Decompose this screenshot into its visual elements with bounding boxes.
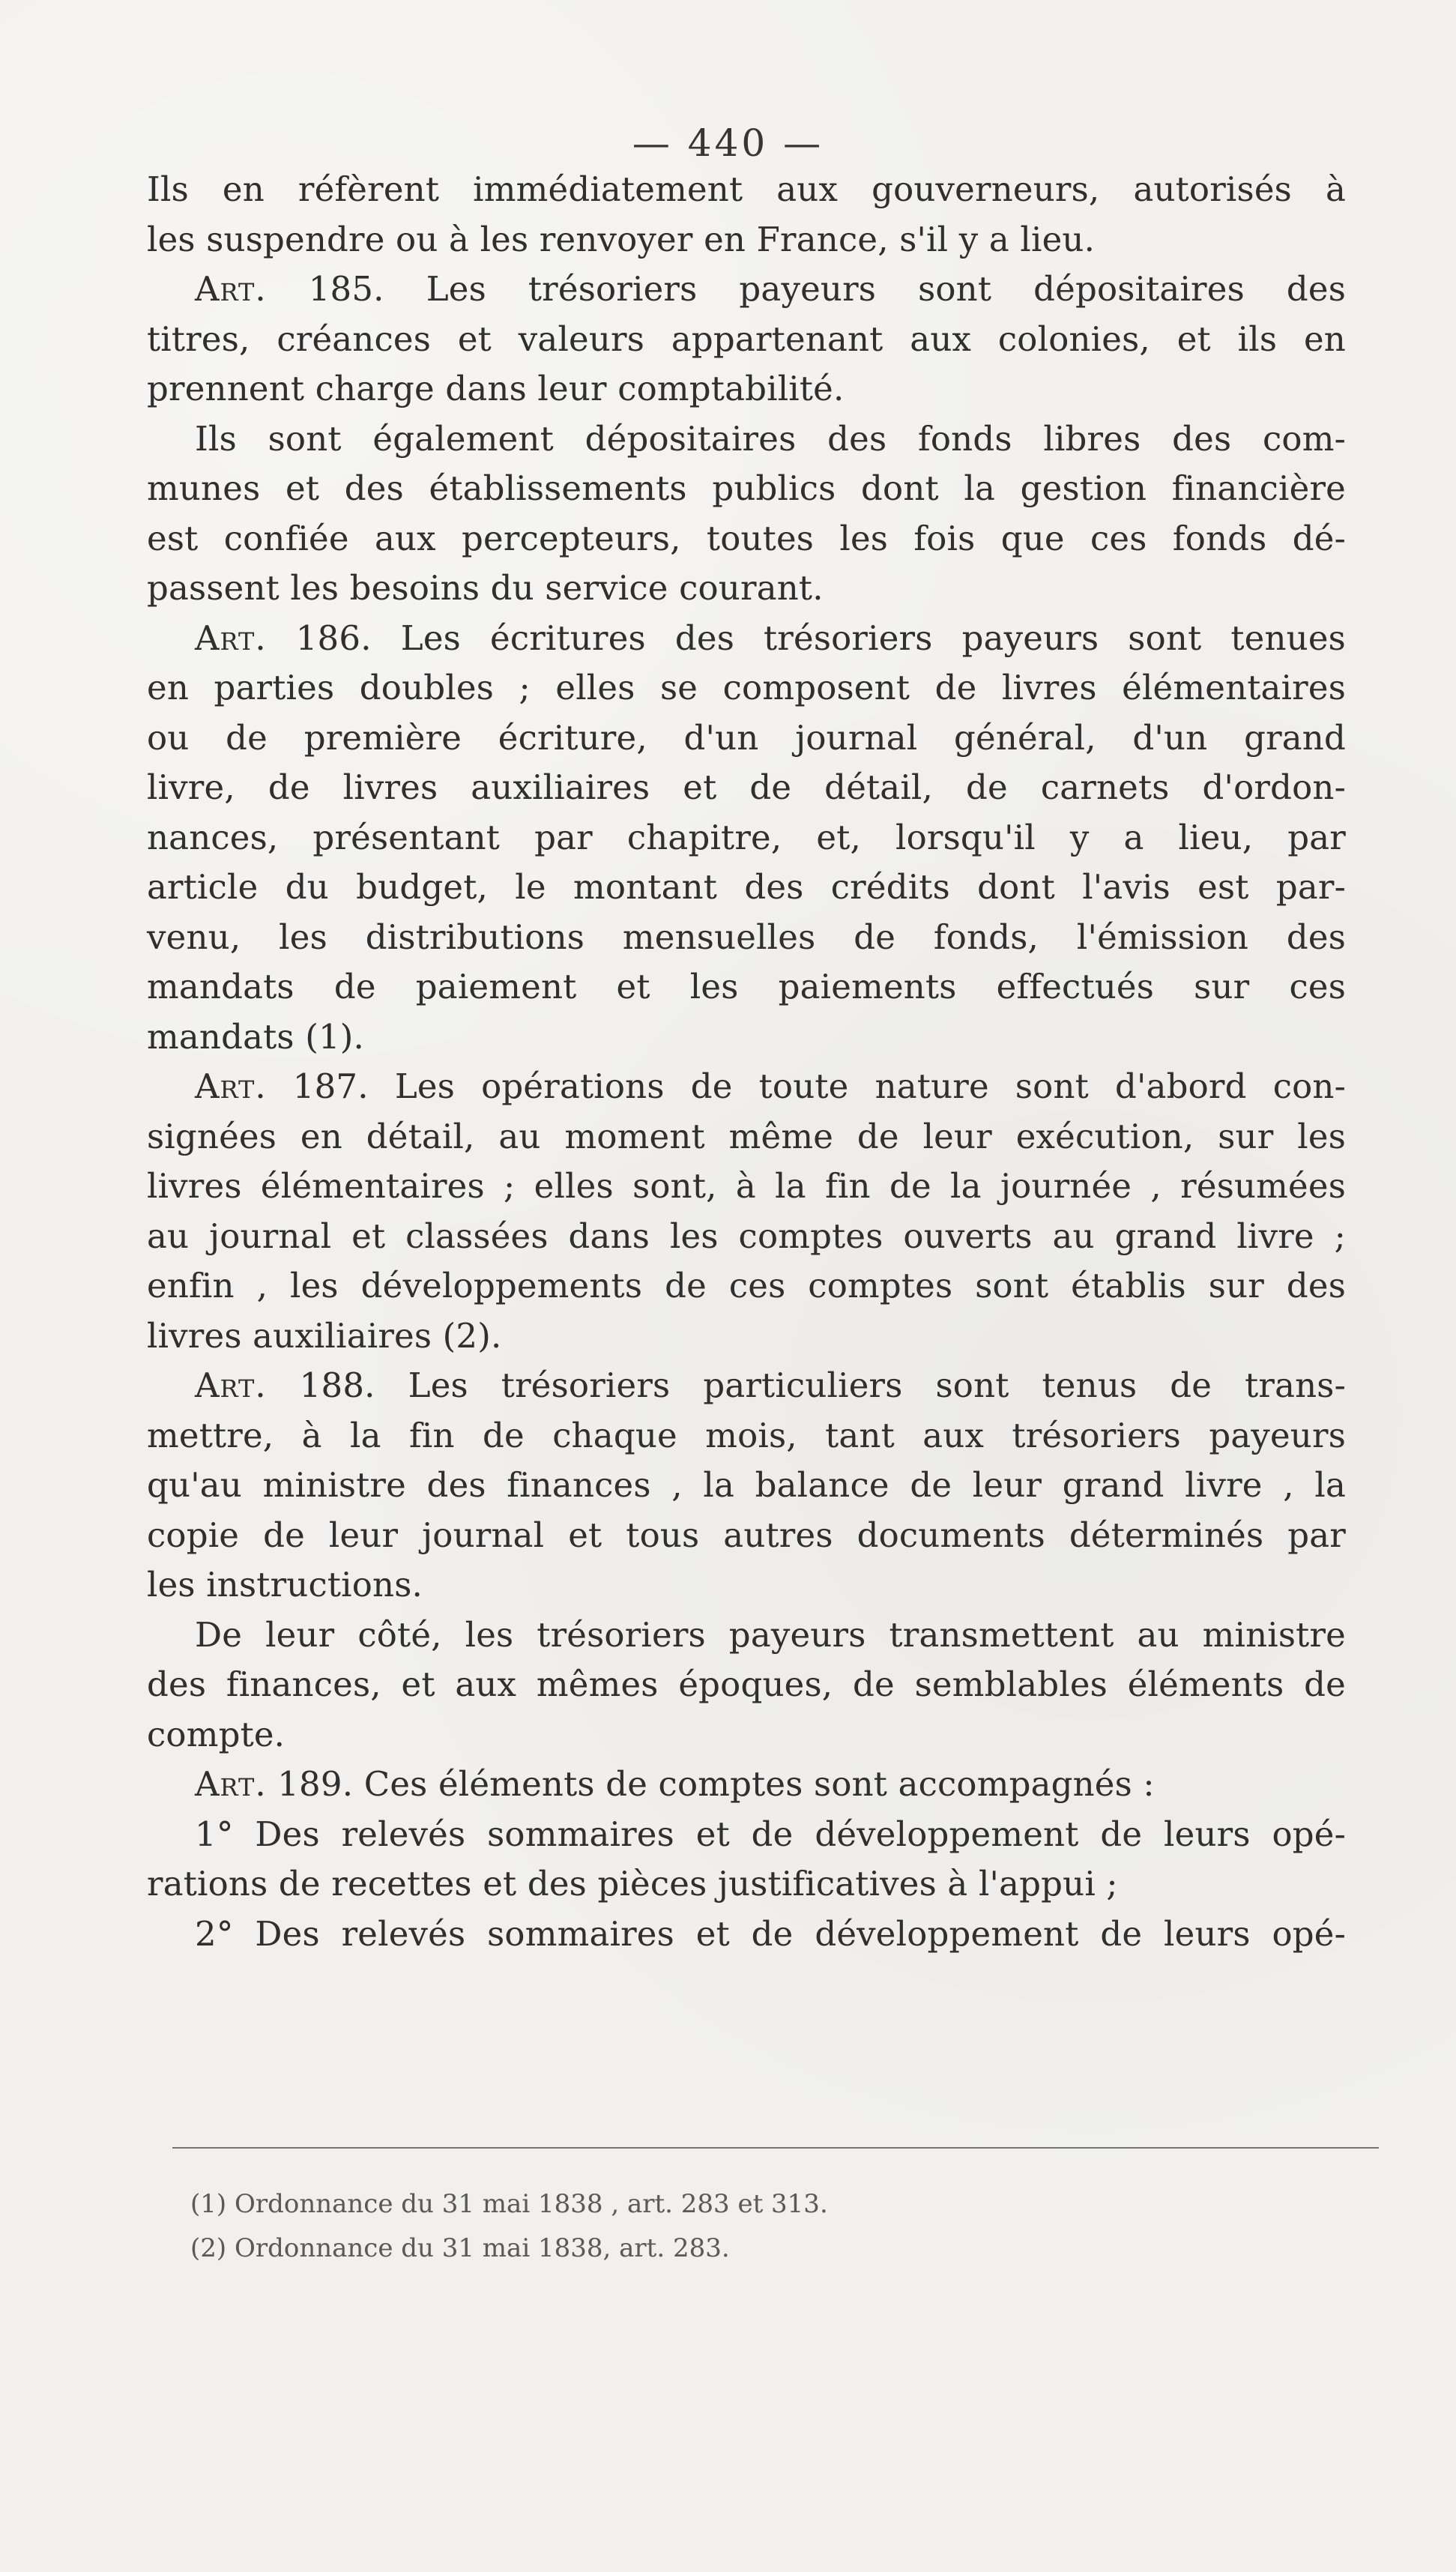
- footnote-1: (1) Ordonnance du 31 mai 1838 , art. 283 et 313.: [190, 2189, 828, 2219]
- text-line: 2° Des relevés sommaires et de développement de leurs opé-: [195, 1913, 1346, 1954]
- text-line: livres auxiliaires (2).: [147, 1315, 502, 1356]
- article-line: [147, 1062, 1346, 1112]
- article-number: 189.: [277, 1764, 354, 1804]
- text-line: Ils sont également dépositaires des fonds libres des com-: [195, 418, 1346, 459]
- footnote-2: (2) Ordonnance du 31 mai 1838, art. 283.: [190, 2233, 730, 2263]
- text-line: copie de leur journal et tous autres documents déterminés par: [147, 1515, 1346, 1555]
- text-line: les suspendre ou à les renvoyer en France, s'il y a lieu.: [147, 219, 1096, 259]
- text-line: De leur côté, les trésoriers payeurs transmettent au ministre: [195, 1614, 1346, 1655]
- text-line: passent les besoins du service courant.: [147, 568, 824, 608]
- article-185: [147, 265, 1346, 414]
- article-label: Art.: [195, 618, 267, 658]
- text-line: titres, créances et valeurs appartenant aux colonies, et ils en: [147, 319, 1346, 359]
- text-line: au journal et classées dans les comptes ouverts au grand livre ;: [147, 1216, 1346, 1256]
- article-188: [147, 1361, 1346, 1610]
- text-line: qu'au ministre des finances , la balance de leur grand livre , la: [147, 1465, 1346, 1505]
- text-line: prennent charge dans leur comptabilité.: [147, 369, 845, 408]
- article-line: [147, 1361, 1346, 1411]
- footnote-divider: [172, 2147, 1379, 2149]
- paragraph: [147, 414, 1346, 614]
- article-text: Les trésoriers particuliers sont tenus de trans-: [408, 1365, 1346, 1405]
- text-line: compte.: [147, 1714, 286, 1754]
- text-line: munes et des établissements publics dont la gestion financière: [147, 468, 1346, 508]
- list-item: [147, 1810, 1346, 1910]
- article-number: 188.: [299, 1365, 375, 1405]
- article-text: Les écritures des trésoriers payeurs sont tenues: [400, 618, 1346, 658]
- article-label: Art.: [195, 1066, 267, 1106]
- text-line: rations de recettes et des pièces justificatives à l'appui ;: [147, 1864, 1118, 1904]
- list-item: [147, 1910, 1346, 1960]
- article-line: [147, 614, 1346, 664]
- text-line: mandats de paiement et les paiements effectués sur ces: [147, 967, 1346, 1006]
- text-line: article du budget, le montant des crédits dont l'avis est par-: [147, 867, 1346, 907]
- text-line: est confiée aux percepteurs, toutes les fois que ces fonds dé-: [147, 518, 1346, 558]
- article-number: 186.: [295, 618, 372, 658]
- text-line: les instructions.: [147, 1565, 423, 1605]
- article-label: Art.: [195, 1764, 267, 1804]
- text-line: ou de première écriture, d'un journal général, d'un grand: [147, 717, 1346, 758]
- article-text: Les trésoriers payeurs sont dépositaires des: [426, 269, 1346, 309]
- text-line: 1° Des relevés sommaires et de développement de leurs opé-: [195, 1814, 1346, 1854]
- text-line: mandats (1).: [147, 1016, 365, 1057]
- article-number: 187.: [292, 1066, 369, 1106]
- text-line: venu, les distributions mensuelles de fonds, l'émission des: [147, 917, 1346, 957]
- article-number: 185.: [308, 269, 384, 309]
- text-line: enfin , les développements de ces comptes sont établis sur des: [147, 1266, 1346, 1305]
- text-line: des finances, et aux mêmes époques, de semblables éléments de: [147, 1664, 1346, 1704]
- article-186: [147, 614, 1346, 1063]
- page-number: — 440 —: [632, 121, 824, 165]
- article-line: [147, 1760, 1346, 1810]
- paragraph: [147, 165, 1346, 265]
- text-line: livre, de livres auxiliaires et de détail, de carnets d'ordon-: [147, 767, 1346, 807]
- article-text: Les opérations de toute nature sont d'abord con-: [394, 1066, 1346, 1106]
- article-line: [147, 265, 1346, 315]
- text-line: mettre, à la fin de chaque mois, tant aux trésoriers payeurs: [147, 1415, 1346, 1455]
- text-line: Ils en réfèrent immédiatement aux gouverneurs, autorisés à: [147, 169, 1346, 209]
- article-187: [147, 1062, 1346, 1361]
- text-line: signées en détail, au moment même de leur exécution, sur les: [147, 1116, 1346, 1156]
- footnotes: [190, 2182, 1314, 2271]
- article-text: Ces éléments de comptes sont accompagnés :: [363, 1764, 1155, 1804]
- text-line: livres élémentaires ; elles sont, à la fin de la journée , résumées: [147, 1166, 1346, 1206]
- article-label: Art.: [195, 269, 267, 309]
- article-189: [147, 1760, 1346, 1810]
- article-label: Art.: [195, 1365, 267, 1405]
- text-line: nances, présentant par chapitre, et, lorsqu'il y a lieu, par: [147, 817, 1346, 857]
- paragraph: [147, 1610, 1346, 1760]
- text-line: en parties doubles ; elles se composent de livres élémentaires: [147, 668, 1346, 707]
- main-text: [147, 165, 1346, 1959]
